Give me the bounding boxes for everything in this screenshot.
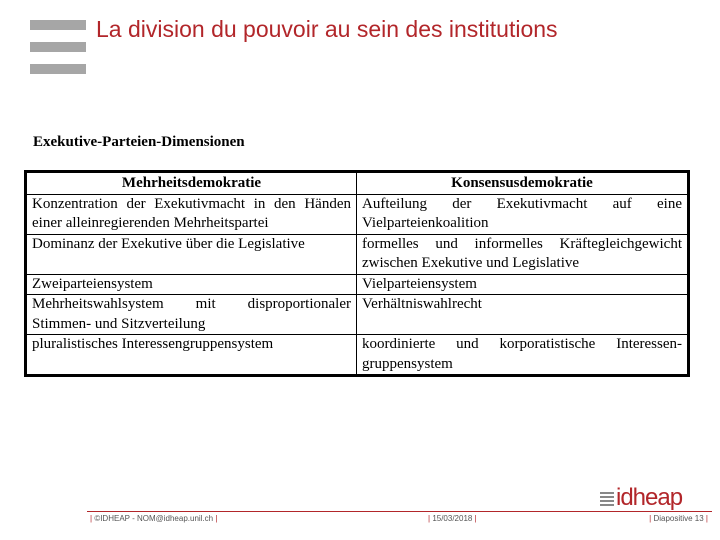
table-cell: Vielparteiensystem — [357, 274, 688, 295]
table-cell: Aufteilung der Exekutivmacht auf eine Vielparteienkoalition — [357, 194, 688, 234]
table-caption: Exekutive-Parteien-Dimensionen — [33, 134, 245, 150]
menu-bar-3 — [30, 64, 86, 74]
table-cell: Zweiparteiensystem — [27, 274, 357, 295]
footer-date-text: 15/03/2018 — [432, 514, 473, 523]
table-cell: Mehrheitswahlsystem mit disproportionaler Stimmen- und Sitzverteilung — [27, 295, 357, 335]
footer-slide-number-text: Diapositive 13 — [653, 514, 704, 523]
logo-text: idheap — [616, 484, 683, 511]
table-row — [27, 335, 688, 375]
table-cell: pluralistisches Interessengruppensystem — [27, 335, 357, 375]
header-konsensusdemokratie: Konsensusdemokratie — [357, 173, 688, 195]
menu-bar-1 — [30, 20, 86, 30]
footer-copyright: | ©IDHEAP - NOM@idheap.unil.ch | — [90, 514, 218, 523]
comparison-table — [26, 172, 688, 375]
footer-divider — [87, 511, 712, 512]
table-header-row — [27, 173, 688, 195]
header-mehrheitsdemokratie: Mehrheitsdemokratie — [27, 173, 357, 195]
table-cell: formelles und informelles Kräftegleichgewicht zwischen Exekutive und Legislative — [357, 234, 688, 274]
menu-bar-2 — [30, 42, 86, 52]
logo-lines-icon — [600, 492, 614, 508]
footer-date: | 15/03/2018 | — [428, 514, 477, 523]
footer-slide-number: | Diapositive 13 | — [649, 514, 708, 523]
table-row — [27, 274, 688, 295]
table-cell: Dominanz der Exekutive über die Legislative — [27, 234, 357, 274]
footer-copyright-text: ©IDHEAP - NOM@idheap.unil.ch — [94, 514, 214, 523]
table-cell: koordinierte und korporatistische Interessengruppensystem — [357, 335, 688, 375]
table-row — [27, 194, 688, 234]
table-cell: Konzentration der Exekutivmacht in den Händen einer alleinregierenden Mehrheitspartei — [27, 194, 357, 234]
slide-title: La division du pouvoir au sein des institutions — [96, 16, 558, 42]
table-row — [27, 295, 688, 335]
table-cell: Verhältniswahlrecht — [357, 295, 688, 335]
table-row — [27, 234, 688, 274]
